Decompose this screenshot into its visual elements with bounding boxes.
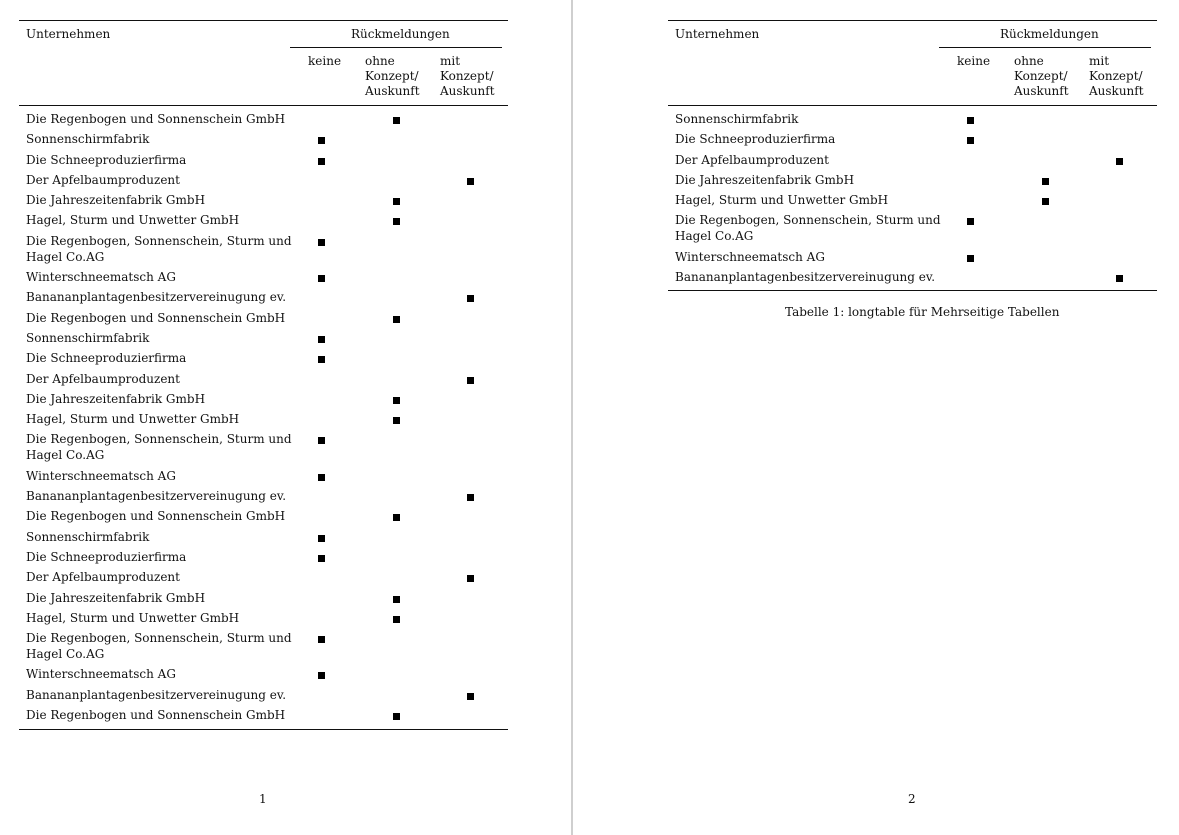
response-marker (318, 356, 325, 363)
table-row (19, 330, 508, 350)
table-row (668, 131, 1157, 151)
response-marker (467, 178, 474, 185)
table-row (19, 111, 508, 131)
response-marker (393, 316, 400, 323)
table-body (19, 111, 508, 727)
table-row (19, 371, 508, 391)
response-marker (318, 437, 325, 444)
company-name: Winterschneematsch AG (675, 249, 825, 264)
table-row (19, 233, 508, 269)
table-row (19, 172, 508, 192)
response-marker (467, 377, 474, 384)
company-name: Winterschneematsch AG (26, 270, 176, 285)
response-marker (318, 158, 325, 165)
company-name: Die Regenbogen und Sonnenschein GmbH (26, 708, 286, 723)
response-marker (1116, 158, 1123, 165)
company-name: Die Regenbogen, Sonnenschein, Sturm und Hagel Co.AG (26, 233, 292, 264)
company-name: Die Schneeproduzierfirma (26, 351, 187, 366)
response-marker (967, 218, 974, 225)
response-marker (393, 616, 400, 623)
response-marker (467, 575, 474, 582)
company-name: Die Regenbogen, Sonnenschein, Sturm und Hagel Co.AG (26, 631, 292, 662)
header-company: Unternehmen (26, 27, 111, 41)
company-name: Winterschneematsch AG (26, 468, 176, 483)
company-name: Die Regenbogen und Sonnenschein GmbH (26, 112, 286, 126)
response-marker (318, 555, 325, 562)
table-row (668, 111, 1157, 131)
company-name: Die Schneeproduzierfirma (675, 132, 836, 147)
header-col-mit: mit Konzept/ Auskunft (440, 54, 495, 98)
response-marker (393, 596, 400, 603)
company-name: Banananplantagenbesitzervereinugung ev. (26, 687, 287, 702)
page-number: 2 (908, 792, 916, 806)
bottom-rule (19, 729, 508, 730)
table-row (19, 310, 508, 330)
table-row (668, 172, 1157, 192)
response-marker (967, 117, 974, 124)
response-marker (318, 535, 325, 542)
group-rule (290, 47, 502, 48)
company-name: Der Apfelbaumproduzent (26, 570, 180, 585)
company-name: Hagel, Sturm und Unwetter GmbH (26, 412, 240, 427)
company-name: Winterschneematsch AG (26, 667, 176, 682)
table-row (668, 269, 1157, 289)
header-col-mit: mit Konzept/ Auskunft (1089, 54, 1144, 98)
response-marker (393, 417, 400, 424)
response-marker (318, 275, 325, 282)
header-col-keine: keine (957, 54, 991, 68)
table-row (19, 610, 508, 630)
page-1 (0, 0, 571, 835)
company-name: Die Schneeproduzierfirma (26, 549, 187, 564)
company-name: Die Jahreszeitenfabrik GmbH (26, 590, 206, 605)
table-row (668, 152, 1157, 172)
table-caption: Tabelle 1: longtable für Mehrseitige Tabellen (785, 305, 1060, 319)
response-marker (318, 137, 325, 144)
company-name: Hagel, Sturm und Unwetter GmbH (26, 610, 240, 625)
company-name: Banananplantagenbesitzervereinugung ev. (675, 270, 936, 285)
header-group: Rückmeldungen (1000, 27, 1099, 41)
response-marker (318, 336, 325, 343)
table-row (19, 508, 508, 528)
group-rule (939, 47, 1151, 48)
response-marker (393, 117, 400, 124)
response-marker (318, 636, 325, 643)
response-marker (318, 239, 325, 246)
company-name: Die Regenbogen und Sonnenschein GmbH (26, 310, 286, 325)
header-group: Rückmeldungen (351, 27, 450, 41)
response-marker (393, 218, 400, 225)
response-marker (1042, 198, 1049, 205)
response-marker (393, 713, 400, 720)
table-body (668, 111, 1157, 289)
table-row (19, 549, 508, 569)
response-marker (467, 494, 474, 501)
mid-rule (668, 105, 1157, 106)
top-rule (19, 20, 508, 21)
table-row (668, 192, 1157, 212)
table-row (19, 468, 508, 488)
company-name: Die Regenbogen, Sonnenschein, Sturm und Hagel Co.AG (675, 213, 941, 244)
table-row (19, 630, 508, 666)
company-name: Der Apfelbaumproduzent (26, 371, 180, 386)
bottom-rule (668, 290, 1157, 291)
company-name: Die Jahreszeitenfabrik GmbH (675, 172, 855, 187)
table-row (19, 666, 508, 686)
company-name: Die Jahreszeitenfabrik GmbH (26, 391, 206, 406)
page-number: 1 (259, 792, 267, 806)
table-row (19, 687, 508, 707)
table-row (19, 192, 508, 212)
company-name: Banananplantagenbesitzervereinugung ev. (26, 290, 287, 305)
response-marker (1042, 178, 1049, 185)
company-name: Die Schneeproduzierfirma (26, 152, 187, 167)
header-company: Unternehmen (675, 27, 760, 41)
table-row (19, 391, 508, 411)
response-marker (467, 693, 474, 700)
table-row (19, 212, 508, 232)
top-rule (668, 20, 1157, 21)
table-row (668, 249, 1157, 269)
header-col-ohne: ohne Konzept/ Auskunft (365, 54, 420, 98)
company-name: Hagel, Sturm und Unwetter GmbH (26, 213, 240, 228)
company-name: Sonnenschirmfabrik (26, 330, 150, 345)
table-row (19, 269, 508, 289)
response-marker (318, 672, 325, 679)
company-name: Sonnenschirmfabrik (26, 132, 150, 147)
company-name: Die Jahreszeitenfabrik GmbH (26, 193, 206, 208)
company-name: Sonnenschirmfabrik (26, 529, 150, 544)
table-row (19, 289, 508, 309)
response-marker (393, 198, 400, 205)
company-name: Hagel, Sturm und Unwetter GmbH (675, 193, 889, 208)
header-col-ohne: ohne Konzept/ Auskunft (1014, 54, 1069, 98)
response-marker (393, 514, 400, 521)
table-row (668, 212, 1157, 248)
table-row (19, 590, 508, 610)
response-marker (467, 295, 474, 302)
table-row (19, 152, 508, 172)
header-col-keine: keine (308, 54, 342, 68)
table-row (19, 411, 508, 431)
company-name: Die Regenbogen, Sonnenschein, Sturm und Hagel Co.AG (26, 432, 292, 463)
company-name: Die Regenbogen und Sonnenschein GmbH (26, 509, 286, 524)
page-2 (573, 0, 1179, 835)
mid-rule (19, 105, 508, 106)
table-row (19, 529, 508, 549)
response-marker (393, 397, 400, 404)
table-row (19, 431, 508, 467)
response-marker (318, 474, 325, 481)
response-marker (967, 137, 974, 144)
company-name: Sonnenschirmfabrik (675, 112, 799, 126)
response-marker (1116, 275, 1123, 282)
company-name: Der Apfelbaumproduzent (675, 152, 829, 167)
table-row (19, 131, 508, 151)
company-name: Der Apfelbaumproduzent (26, 172, 180, 187)
table-row (19, 350, 508, 370)
table-row (19, 569, 508, 589)
table-row (19, 707, 508, 727)
company-name: Banananplantagenbesitzervereinugung ev. (26, 489, 287, 504)
table-row (19, 488, 508, 508)
response-marker (967, 255, 974, 262)
